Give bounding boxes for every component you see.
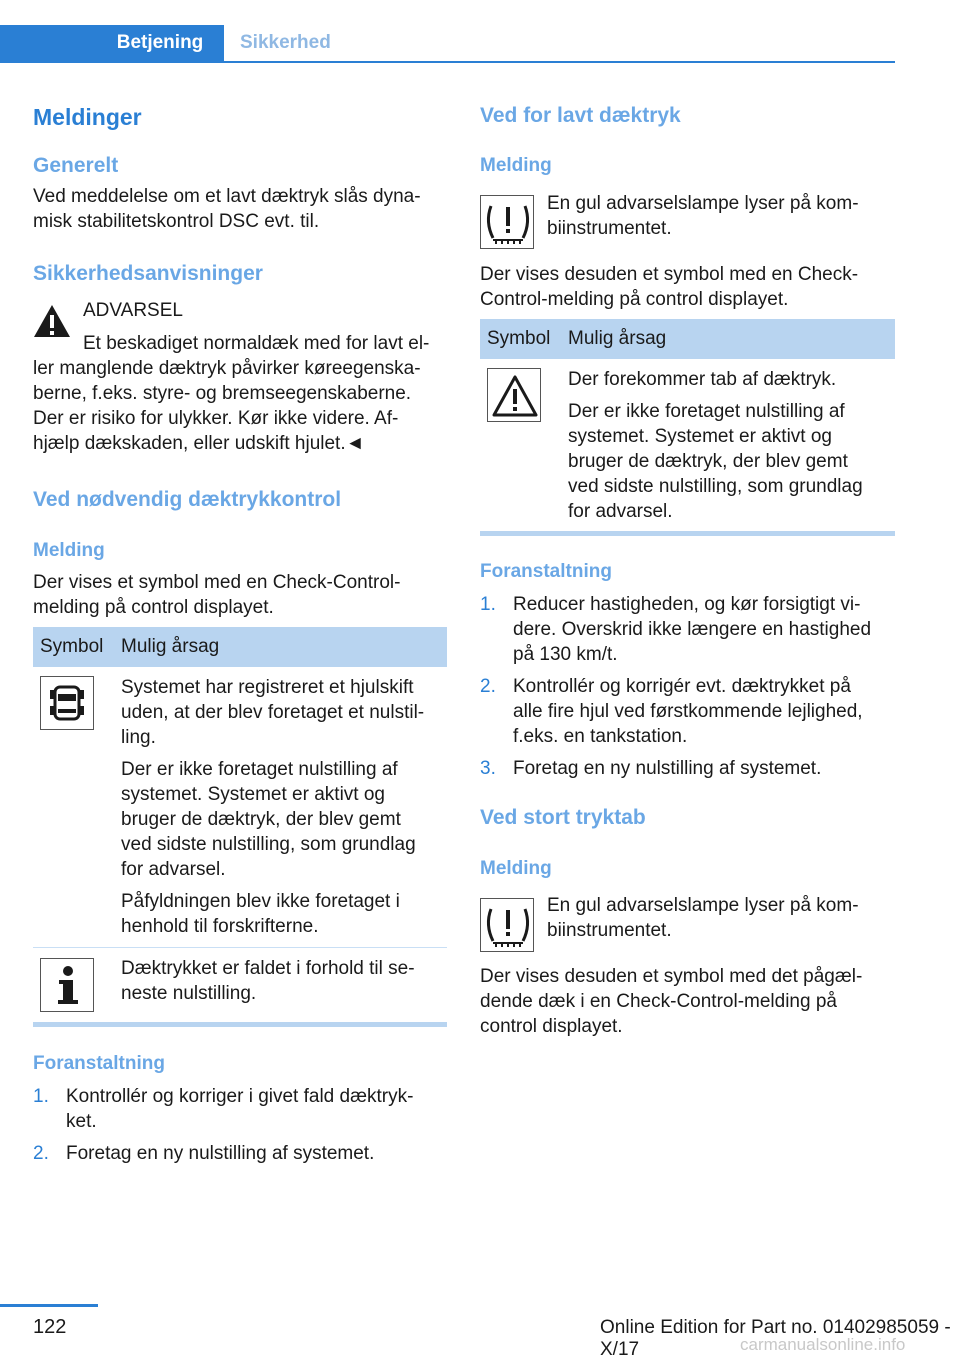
- info-icon: [40, 958, 94, 1012]
- table-end-bar: [480, 531, 895, 536]
- tire-pressure-warning-icon: [480, 898, 534, 952]
- page-title: Meldinger: [33, 104, 142, 130]
- header-tabs: [0, 25, 895, 63]
- left-steps: [33, 1084, 447, 1166]
- section-heading-lavt: Ved for lavt dæktryk: [480, 104, 681, 127]
- generelt-text: Ved meddelelse om et lavt dæktryk slås dyna- misk stabilitetskontrol DSC evt. til.: [33, 186, 421, 232]
- section-heading-noedvendig: Ved nødvendig dæktrykkontrol: [33, 488, 342, 511]
- step-item: 1. Kontrollér og korriger i givet fald dæktryk- ket.: [33, 1086, 414, 1132]
- footer-line: [0, 1304, 98, 1307]
- step-item: 1. Reducer hastigheden, og kør forsigtigt vi- dere. Overskrid ikke længere en hastighed på 130 km/t.: [480, 594, 872, 665]
- melding-heading: Melding: [480, 858, 552, 879]
- right-steps: [480, 592, 895, 781]
- melding-heading: Melding: [480, 155, 552, 176]
- extra-text: Der vises desuden et symbol med en Check- Control-melding på control displayet.: [480, 264, 859, 310]
- watermark: carmanualsonline.info: [740, 1335, 906, 1354]
- left-row1-cause: Systemet har registreret et hjulskift uden, at der blev foretaget et nulstil- ling. Der er ikke foretaget nulstilling af systemet. Systemet er aktivt og bruger de dæktryk, der blev gemt ved sidste nulstilling, som grundlag for advarsel. Påfyldningen blev ikke foretaget i henhold til forskrifterne.: [121, 677, 425, 937]
- section-heading-stort: Ved stort tryktab: [480, 806, 646, 829]
- tire-reset-icon: [40, 676, 94, 730]
- step-item: 3. Foretag en ny nulstilling af systemet.: [480, 758, 822, 779]
- table-header: Symbol Mulig årsag: [480, 319, 895, 359]
- melding-heading: Melding: [33, 540, 105, 561]
- tire-pressure-warning-icon: [480, 195, 534, 249]
- table-header: Symbol Mulig årsag: [33, 627, 447, 667]
- melding-text: Der vises et symbol med en Check-Control- melding på control displayet.: [33, 572, 401, 618]
- page-number: 122: [33, 1316, 67, 1338]
- right-row1-cause: Der forekommer tab af dæktryk. Der er ikke foretaget nulstilling af systemet. Systemet er aktivt og bruger de dæktryk, der blev gemt ved sidste nulstilling, som grundlag for advarsel.: [568, 369, 863, 522]
- step-item: 2. Foretag en ny nulstilling af systemet.: [33, 1143, 375, 1164]
- warning-label: ADVARSEL: [83, 300, 183, 321]
- tab-sikkerhed[interactable]: Sikkerhed: [240, 32, 331, 53]
- row-divider: [33, 947, 447, 948]
- warning-text: ler manglende dæktryk påvirker køreegenska- berne, f.eks. styre- og bremseegenskaberne. Der er risiko for ulykker. Kør ikke videre. Af- hjælp dækskaden, eller udskift hjulet.◄: [33, 358, 421, 454]
- table-end-bar: [33, 1022, 447, 1027]
- measure-heading: Foranstaltning: [33, 1053, 165, 1074]
- warning-triangle-icon: [33, 304, 71, 338]
- left-row2-cause: Dæktrykket er faldet i forhold til se- neste nulstilling.: [121, 958, 415, 1004]
- lamp-text-2: En gul advarselslampe lyser på kom- biinstrumentet.: [547, 895, 859, 941]
- tab-betjening[interactable]: Betjening: [0, 25, 224, 61]
- warning-triangle-icon: [487, 368, 541, 422]
- warning-line-1: Et beskadiget normaldæk med for lavt el-: [83, 333, 430, 354]
- edition-text: Online Edition for Part no. 01402985059 - X/17: [600, 1317, 951, 1360]
- safety-heading: Sikkerhedsanvisninger: [33, 262, 263, 285]
- generelt-heading: Generelt: [33, 154, 119, 177]
- extra-text-2: Der vises desuden et symbol med det pågæl- dende dæk i en Check-Control-melding på control displayet.: [480, 966, 863, 1037]
- measure-heading: Foranstaltning: [480, 561, 612, 582]
- step-item: 2. Kontrollér og korrigér evt. dæktrykket på alle fire hjul ved førstkommende lejlighed, f.eks. en tankstation.: [480, 676, 863, 747]
- lamp-text: En gul advarselslampe lyser på kom- biinstrumentet.: [547, 193, 859, 239]
